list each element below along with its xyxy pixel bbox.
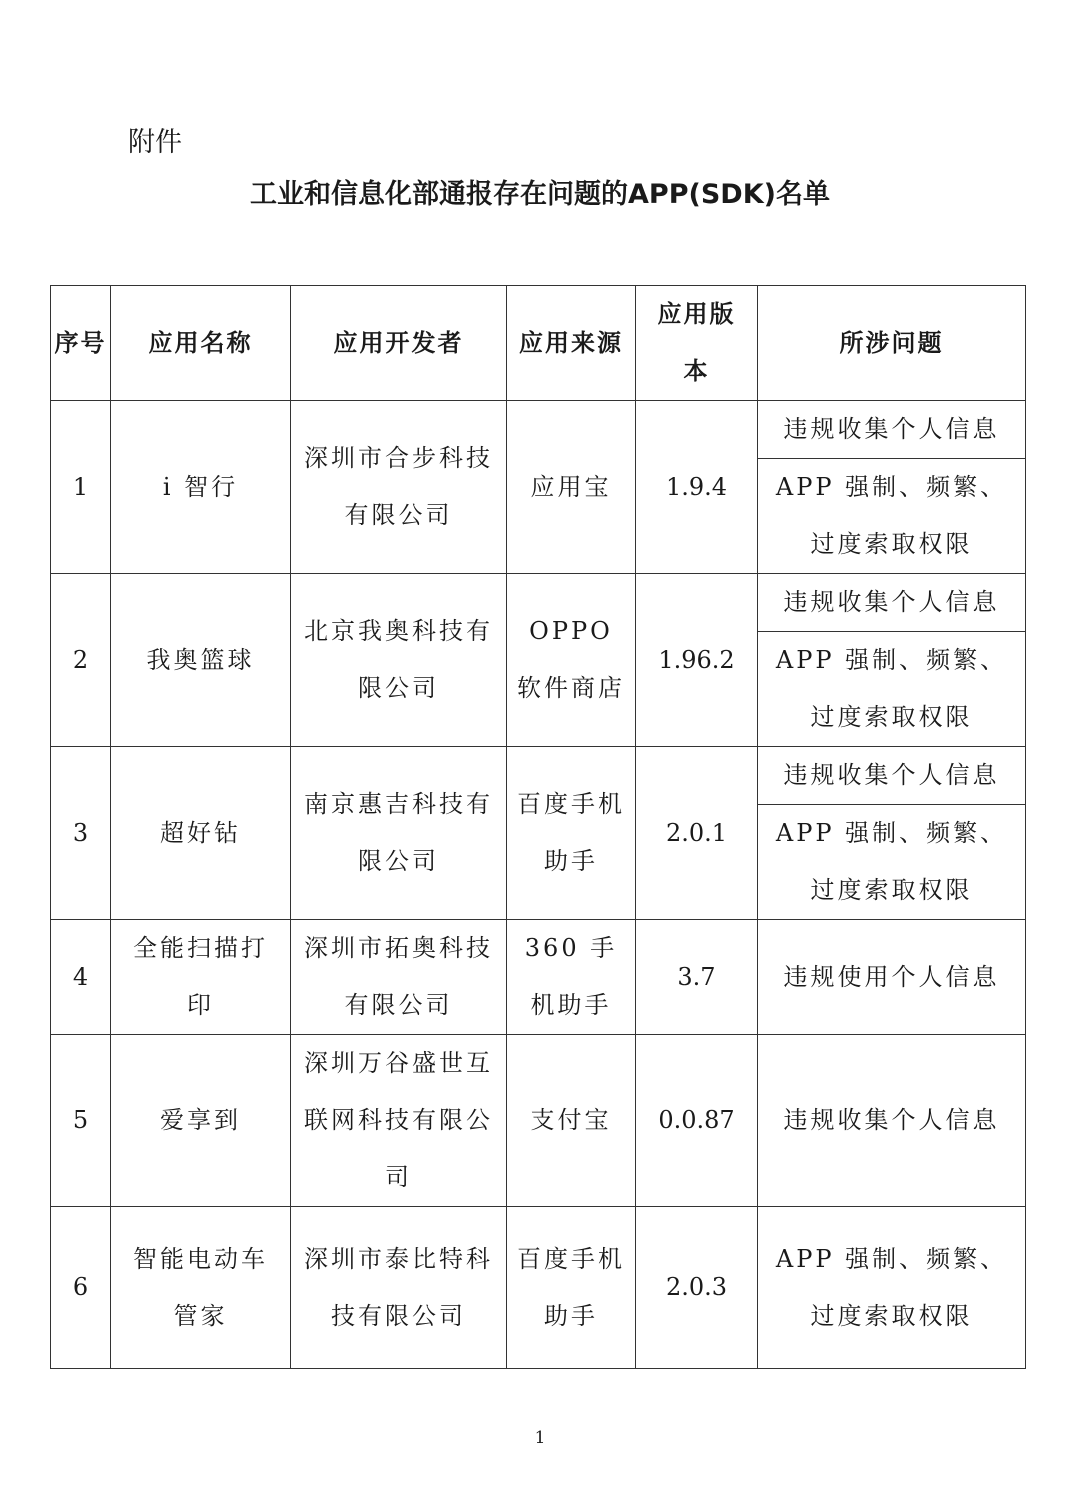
cell-issue: APP 强制、频繁、过度索取权限: [758, 805, 1026, 920]
cell-version: 2.0.3: [636, 1207, 758, 1369]
cell-name: 超好钻: [111, 747, 291, 920]
cell-issue: 违规使用个人信息: [758, 920, 1026, 1035]
cell-developer: 深圳市合步科技有限公司: [291, 401, 507, 574]
table-header-row: [51, 286, 1026, 401]
cell-issue: 违规收集个人信息: [758, 747, 1026, 805]
cell-seq: 2: [51, 574, 111, 747]
table-row: [51, 747, 1026, 805]
cell-issue: APP 强制、频繁、过度索取权限: [758, 1207, 1026, 1369]
cell-version: 2.0.1: [636, 747, 758, 920]
cell-version: 1.96.2: [636, 574, 758, 747]
cell-version: 0.0.87: [636, 1035, 758, 1207]
header-name: 应用名称: [111, 286, 291, 401]
table-row: [51, 1035, 1026, 1207]
document-title: 工业和信息化部通报存在问题的APP(SDK)名单: [250, 179, 830, 210]
cell-developer: 深圳市拓奥科技有限公司: [291, 920, 507, 1035]
app-list-table: [50, 285, 1026, 1369]
header-issues: 所涉问题: [758, 286, 1026, 401]
cell-name: 我奥篮球: [111, 574, 291, 747]
page-number: 1: [534, 1428, 546, 1448]
cell-seq: 5: [51, 1035, 111, 1207]
cell-name: 智能电动车管家: [111, 1207, 291, 1369]
cell-seq: 3: [51, 747, 111, 920]
header-source: 应用来源: [507, 286, 636, 401]
cell-source: OPPO 软件商店: [507, 574, 636, 747]
cell-issue: 违规收集个人信息: [758, 574, 1026, 632]
attachment-label: 附件: [128, 127, 182, 158]
cell-version: 1.9.4: [636, 401, 758, 574]
header-developer: 应用开发者: [291, 286, 507, 401]
table-row: [51, 574, 1026, 632]
cell-issue: APP 强制、频繁、过度索取权限: [758, 459, 1026, 574]
cell-name: i 智行: [111, 401, 291, 574]
header-version: 应用版本: [636, 286, 758, 401]
header-seq: 序号: [51, 286, 111, 401]
cell-developer: 南京惠吉科技有限公司: [291, 747, 507, 920]
cell-seq: 6: [51, 1207, 111, 1369]
cell-issue: 违规收集个人信息: [758, 401, 1026, 459]
cell-developer: 深圳市泰比特科技有限公司: [291, 1207, 507, 1369]
cell-name: 爱享到: [111, 1035, 291, 1207]
cell-seq: 4: [51, 920, 111, 1035]
table-row: [51, 920, 1026, 1035]
table-row: [51, 401, 1026, 459]
cell-source: 百度手机助手: [507, 1207, 636, 1369]
table-row: [51, 1207, 1026, 1369]
cell-version: 3.7: [636, 920, 758, 1035]
cell-source: 应用宝: [507, 401, 636, 574]
cell-source: 百度手机助手: [507, 747, 636, 920]
cell-developer: 深圳万谷盛世互联网科技有限公司: [291, 1035, 507, 1207]
cell-source: 360 手机助手: [507, 920, 636, 1035]
cell-source: 支付宝: [507, 1035, 636, 1207]
cell-seq: 1: [51, 401, 111, 574]
cell-name: 全能扫描打印: [111, 920, 291, 1035]
cell-developer: 北京我奥科技有限公司: [291, 574, 507, 747]
cell-issue: APP 强制、频繁、过度索取权限: [758, 632, 1026, 747]
cell-issue: 违规收集个人信息: [758, 1035, 1026, 1207]
